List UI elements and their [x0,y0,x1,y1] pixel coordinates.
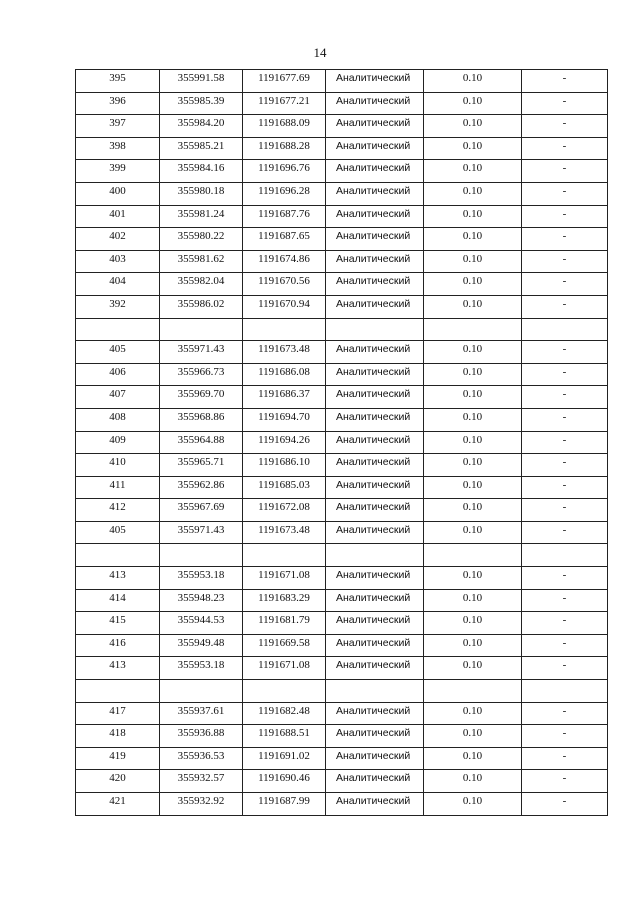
extra-cell: - [522,137,608,160]
y-coordinate-cell: 1191673.48 [243,521,326,544]
x-coordinate-cell: 355937.61 [160,702,243,725]
accuracy-cell: 0.10 [424,612,522,635]
extra-cell: - [522,205,608,228]
coordinates-table-body [76,70,608,816]
method-cell: Аналитический [326,612,424,635]
accuracy-cell: 0.10 [424,725,522,748]
x-coordinate-cell: 355971.43 [160,341,243,364]
accuracy-cell: 0.10 [424,273,522,296]
method-cell: Аналитический [326,454,424,477]
x-coordinate-cell: 355965.71 [160,454,243,477]
extra-cell: - [522,770,608,793]
table-row [76,567,608,590]
coordinates-table [75,69,608,816]
extra-cell: - [522,115,608,138]
accuracy-cell: 0.10 [424,499,522,522]
extra-cell: - [522,92,608,115]
extra-cell: - [522,250,608,273]
method-cell: Аналитический [326,341,424,364]
table-row [76,70,608,93]
table-row [76,273,608,296]
table-row [76,160,608,183]
x-coordinate-cell [160,680,243,703]
extra-cell: - [522,295,608,318]
method-cell: Аналитический [326,747,424,770]
table-row [76,634,608,657]
method-cell: Аналитический [326,160,424,183]
point-number-cell: 421 [76,793,160,816]
accuracy-cell: 0.10 [424,567,522,590]
y-coordinate-cell: 1191682.48 [243,702,326,725]
extra-cell: - [522,386,608,409]
y-coordinate-cell: 1191691.02 [243,747,326,770]
point-number-cell: 414 [76,589,160,612]
method-cell: Аналитический [326,182,424,205]
x-coordinate-cell [160,318,243,341]
method-cell: Аналитический [326,657,424,680]
method-cell: Аналитический [326,363,424,386]
table-row [76,476,608,499]
point-number-cell: 410 [76,454,160,477]
x-coordinate-cell: 355981.24 [160,205,243,228]
extra-cell: - [522,341,608,364]
y-coordinate-cell: 1191674.86 [243,250,326,273]
y-coordinate-cell [243,544,326,567]
y-coordinate-cell: 1191694.70 [243,408,326,431]
point-number-cell: 416 [76,634,160,657]
x-coordinate-cell: 355986.02 [160,295,243,318]
method-cell: Аналитический [326,137,424,160]
extra-cell: - [522,70,608,93]
accuracy-cell [424,544,522,567]
method-cell: Аналитический [326,386,424,409]
y-coordinate-cell: 1191669.58 [243,634,326,657]
x-coordinate-cell: 355985.39 [160,92,243,115]
accuracy-cell: 0.10 [424,589,522,612]
x-coordinate-cell: 355985.21 [160,137,243,160]
y-coordinate-cell [243,680,326,703]
extra-cell: - [522,725,608,748]
extra-cell: - [522,273,608,296]
point-number-cell: 397 [76,115,160,138]
accuracy-cell: 0.10 [424,205,522,228]
extra-cell: - [522,567,608,590]
accuracy-cell: 0.10 [424,363,522,386]
y-coordinate-cell: 1191687.76 [243,205,326,228]
extra-cell: - [522,612,608,635]
extra-cell [522,544,608,567]
x-coordinate-cell: 355964.88 [160,431,243,454]
x-coordinate-cell: 355953.18 [160,657,243,680]
y-coordinate-cell: 1191690.46 [243,770,326,793]
y-coordinate-cell: 1191685.03 [243,476,326,499]
y-coordinate-cell: 1191688.09 [243,115,326,138]
accuracy-cell: 0.10 [424,657,522,680]
extra-cell: - [522,657,608,680]
extra-cell: - [522,747,608,770]
x-coordinate-cell: 355962.86 [160,476,243,499]
table-row [76,454,608,477]
y-coordinate-cell [243,318,326,341]
y-coordinate-cell: 1191670.56 [243,273,326,296]
page-number: 14 [313,45,327,60]
y-coordinate-cell: 1191683.29 [243,589,326,612]
point-number-cell: 417 [76,702,160,725]
extra-cell: - [522,589,608,612]
x-coordinate-cell: 355932.92 [160,793,243,816]
accuracy-cell: 0.10 [424,341,522,364]
accuracy-cell: 0.10 [424,137,522,160]
table-row [76,363,608,386]
extra-cell: - [522,634,608,657]
accuracy-cell: 0.10 [424,160,522,183]
accuracy-cell: 0.10 [424,250,522,273]
y-coordinate-cell: 1191696.76 [243,160,326,183]
y-coordinate-cell: 1191677.21 [243,92,326,115]
extra-cell: - [522,702,608,725]
extra-cell: - [522,521,608,544]
y-coordinate-cell: 1191686.08 [243,363,326,386]
extra-cell: - [522,182,608,205]
table-row-blank [76,544,608,567]
table-row [76,92,608,115]
point-number-cell [76,680,160,703]
x-coordinate-cell: 355980.18 [160,182,243,205]
point-number-cell: 392 [76,295,160,318]
x-coordinate-cell: 355991.58 [160,70,243,93]
accuracy-cell: 0.10 [424,228,522,251]
x-coordinate-cell: 355971.43 [160,521,243,544]
extra-cell: - [522,476,608,499]
accuracy-cell [424,680,522,703]
accuracy-cell: 0.10 [424,476,522,499]
point-number-cell: 418 [76,725,160,748]
y-coordinate-cell: 1191686.37 [243,386,326,409]
table-row [76,702,608,725]
table-row [76,793,608,816]
y-coordinate-cell: 1191687.99 [243,793,326,816]
accuracy-cell: 0.10 [424,454,522,477]
point-number-cell: 419 [76,747,160,770]
x-coordinate-cell: 355982.04 [160,273,243,296]
method-cell: Аналитический [326,567,424,590]
accuracy-cell [424,318,522,341]
table-row [76,228,608,251]
accuracy-cell: 0.10 [424,386,522,409]
extra-cell: - [522,499,608,522]
method-cell: Аналитический [326,431,424,454]
point-number-cell: 409 [76,431,160,454]
table-row [76,386,608,409]
point-number-cell: 405 [76,341,160,364]
y-coordinate-cell: 1191671.08 [243,567,326,590]
point-number-cell: 400 [76,182,160,205]
point-number-cell: 402 [76,228,160,251]
x-coordinate-cell: 355969.70 [160,386,243,409]
extra-cell: - [522,408,608,431]
table-row [76,589,608,612]
accuracy-cell: 0.10 [424,747,522,770]
accuracy-cell: 0.10 [424,770,522,793]
method-cell: Аналитический [326,793,424,816]
table-row [76,137,608,160]
x-coordinate-cell: 355984.16 [160,160,243,183]
point-number-cell: 413 [76,657,160,680]
table-row [76,747,608,770]
x-coordinate-cell: 355936.53 [160,747,243,770]
method-cell [326,544,424,567]
y-coordinate-cell: 1191688.28 [243,137,326,160]
accuracy-cell: 0.10 [424,92,522,115]
table-row [76,182,608,205]
x-coordinate-cell: 355944.53 [160,612,243,635]
x-coordinate-cell: 355981.62 [160,250,243,273]
method-cell: Аналитический [326,70,424,93]
table-row [76,770,608,793]
point-number-cell [76,544,160,567]
point-number-cell: 405 [76,521,160,544]
point-number-cell: 406 [76,363,160,386]
x-coordinate-cell: 355932.57 [160,770,243,793]
method-cell: Аналитический [326,702,424,725]
point-number-cell: 395 [76,70,160,93]
extra-cell: - [522,160,608,183]
accuracy-cell: 0.10 [424,431,522,454]
point-number-cell: 403 [76,250,160,273]
method-cell: Аналитический [326,589,424,612]
x-coordinate-cell: 355953.18 [160,567,243,590]
extra-cell: - [522,793,608,816]
table-row [76,408,608,431]
y-coordinate-cell: 1191670.94 [243,295,326,318]
table-row [76,250,608,273]
point-number-cell: 411 [76,476,160,499]
y-coordinate-cell: 1191671.08 [243,657,326,680]
y-coordinate-cell: 1191696.28 [243,182,326,205]
point-number-cell: 396 [76,92,160,115]
x-coordinate-cell: 355948.23 [160,589,243,612]
accuracy-cell: 0.10 [424,634,522,657]
y-coordinate-cell: 1191681.79 [243,612,326,635]
point-number-cell: 413 [76,567,160,590]
table-row [76,205,608,228]
extra-cell [522,318,608,341]
y-coordinate-cell: 1191686.10 [243,454,326,477]
extra-cell [522,680,608,703]
method-cell: Аналитический [326,725,424,748]
method-cell: Аналитический [326,273,424,296]
table-row [76,657,608,680]
method-cell: Аналитический [326,476,424,499]
x-coordinate-cell: 355936.88 [160,725,243,748]
extra-cell: - [522,228,608,251]
method-cell [326,680,424,703]
table-row [76,499,608,522]
method-cell: Аналитический [326,770,424,793]
accuracy-cell: 0.10 [424,408,522,431]
accuracy-cell: 0.10 [424,115,522,138]
y-coordinate-cell: 1191688.51 [243,725,326,748]
method-cell: Аналитический [326,634,424,657]
table-row [76,612,608,635]
x-coordinate-cell: 355968.86 [160,408,243,431]
point-number-cell: 420 [76,770,160,793]
y-coordinate-cell: 1191672.08 [243,499,326,522]
table-row [76,115,608,138]
point-number-cell: 401 [76,205,160,228]
method-cell: Аналитический [326,499,424,522]
accuracy-cell: 0.10 [424,295,522,318]
y-coordinate-cell: 1191687.65 [243,228,326,251]
accuracy-cell: 0.10 [424,521,522,544]
method-cell: Аналитический [326,295,424,318]
x-coordinate-cell: 355949.48 [160,634,243,657]
table-row [76,521,608,544]
point-number-cell [76,318,160,341]
accuracy-cell: 0.10 [424,793,522,816]
x-coordinate-cell [160,544,243,567]
x-coordinate-cell: 355980.22 [160,228,243,251]
extra-cell: - [522,454,608,477]
point-number-cell: 412 [76,499,160,522]
y-coordinate-cell: 1191673.48 [243,341,326,364]
method-cell: Аналитический [326,115,424,138]
y-coordinate-cell: 1191677.69 [243,70,326,93]
extra-cell: - [522,431,608,454]
extra-cell: - [522,363,608,386]
x-coordinate-cell: 355967.69 [160,499,243,522]
x-coordinate-cell: 355966.73 [160,363,243,386]
method-cell: Аналитический [326,205,424,228]
point-number-cell: 408 [76,408,160,431]
table-row-blank [76,680,608,703]
method-cell: Аналитический [326,92,424,115]
table-row [76,341,608,364]
method-cell: Аналитический [326,521,424,544]
method-cell: Аналитический [326,228,424,251]
point-number-cell: 404 [76,273,160,296]
point-number-cell: 407 [76,386,160,409]
accuracy-cell: 0.10 [424,702,522,725]
accuracy-cell: 0.10 [424,182,522,205]
point-number-cell: 399 [76,160,160,183]
table-row [76,431,608,454]
point-number-cell: 415 [76,612,160,635]
point-number-cell: 398 [76,137,160,160]
x-coordinate-cell: 355984.20 [160,115,243,138]
table-row-blank [76,318,608,341]
table-row [76,725,608,748]
method-cell [326,318,424,341]
y-coordinate-cell: 1191694.26 [243,431,326,454]
table-row [76,295,608,318]
method-cell: Аналитический [326,408,424,431]
method-cell: Аналитический [326,250,424,273]
accuracy-cell: 0.10 [424,70,522,93]
